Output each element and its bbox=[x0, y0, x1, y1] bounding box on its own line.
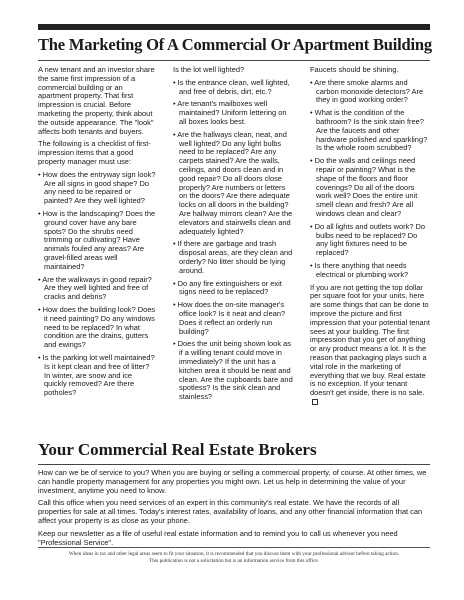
checklist-item: • Is there anything that needs electrical or plumbing work? bbox=[310, 260, 409, 279]
title-rule bbox=[38, 60, 430, 61]
article-column-2 bbox=[173, 66, 295, 406]
checklist-item: • How is the landscaping? Does the ground cover have any bare spots? Do the shrubs need trimming or cultivating? Have animals fouled any areas? Are gravel-filled areas well maintained? bbox=[38, 208, 156, 271]
article-paragraph: The following is a checklist of first-impression items that a good property manager must use: bbox=[38, 139, 151, 166]
brokers-paragraph: How can we be of service to you? When you are buying or selling a commercial property, of course. At other times, we can handle property management for any properties you might own. Let us help in determining the value of your investment, anytime you need to know. bbox=[38, 468, 427, 495]
footer-notice: This publication is not a solicitation but is an information service from this office. bbox=[149, 558, 319, 564]
checklist-item: • How does the building look? Does it need painting? Do any windows need to be replaced? In what condition are the drains, gutters and ewings? bbox=[38, 304, 156, 350]
checklist-item: • Do all lights and outlets work? Do bulbs need to be replaced? Do any light fixtures need to be replaced? bbox=[310, 221, 426, 258]
footer bbox=[38, 551, 430, 565]
article-title: The Marketing Of A Commercial Or Apartment Building bbox=[38, 35, 432, 54]
checklist-item: • Are there smoke alarms and carbon monoxide detectors? Are they in good working order? bbox=[310, 77, 424, 105]
article-paragraph: Faucets should be shining. bbox=[310, 65, 399, 74]
checklist-item: • Is the parking lot well maintained? Is it kept clean and free of litter? In winter, are snow and ice quickly removed? Are there potholes? bbox=[38, 352, 155, 398]
brokers-title: Your Commercial Real Estate Brokers bbox=[38, 440, 317, 459]
brokers-paragraph: Keep our newsletter as a file of useful real estate information and to remind you to call us whenever you need "Professional Service". bbox=[38, 528, 398, 547]
top-rule bbox=[38, 24, 430, 30]
brokers-rule bbox=[38, 464, 430, 465]
checklist-item: • Are the hallways clean, neat, and well lighted? Do any light bulbs need to be replaced? Are any carpets stained? Are the walls, ceilings, and doors clean and in good repair? Do all doors close properly? Are numbers or letters on the doors? Are there adequate locks on all doors in the building? Are hallway mirrors clean? Are the elevators and stairwells clean and adequately lighted? bbox=[173, 129, 293, 236]
checklist-item: • Does the unit being shown look as if a willing tenant could move in immediately? If the unit has a kitchen area it should be neat and clean. Are the cupboards bare and spotless? Is the sink clean and stainless? bbox=[173, 339, 293, 402]
brokers-paragraph: Call this office when you need services of an expert in this community's real estate. We have the records of all properties for sale at all times. Today's interest rates, availability of loans, and any other financial information that can affect your property is as close as your phone. bbox=[38, 498, 423, 525]
checklist-item: • Do the walls and ceilings need repair or painting? What is the shape of the floors and floor coverings? Do all of the doors work well? Does the entire unit smell clean and fresh? Are all windows clean and clear? bbox=[310, 156, 418, 218]
checklist-item: • What is the condition of the bathroom? Is the sink stain free? Are the faucets and other hardware polished and sparkling? Is the whole room scrubbed? bbox=[310, 108, 428, 153]
article-column-1 bbox=[38, 66, 156, 402]
checklist-item: • If there are garbage and trash disposal areas, are they clean and orderly? No litter should be lying around. bbox=[173, 239, 293, 275]
article-column-3 bbox=[310, 66, 430, 411]
article-paragraph: If you are not getting the top dollar per square foot for your units, here are some things that can be done to improve the picture and first impression that your potential tenant sees at your building. The first impression that you get of anything or any product means a lot. It is the reason that packaging plays such a vital role in the marketing of everything that we buy. Real estate is no exception. If your tenant doesn't get inside, there is no sale. bbox=[310, 284, 430, 407]
checklist-item: • Are the walkways in good repair? Are they well lighted and free of cracks and debris? bbox=[38, 274, 152, 302]
checklist-item: • Are tenant's mailboxes well maintained? Uniform lettering on all boxes looks best. bbox=[173, 99, 287, 126]
article-body bbox=[38, 66, 430, 446]
footer-disclaimer: When ideas in tax and other legal areas seem to fit your situation, it is recommended that you discuss them with your professional advisor before taking action. bbox=[68, 551, 400, 557]
article-paragraph: Is the lot well lighted? bbox=[173, 65, 245, 74]
footer-rule bbox=[38, 547, 430, 548]
checklist-item: • How does the entryway sign look? Are all signs in good shape? Do any need to be repaired or painted? Are they well lighted? bbox=[38, 169, 156, 206]
checklist-item: • Is the entrance clean, well lighted, and free of debris, dirt, etc.? bbox=[173, 77, 290, 96]
end-of-article-icon bbox=[312, 399, 318, 405]
checklist-item: • Do any fire extinguishers or exit signs need to be replaced? bbox=[173, 278, 282, 297]
checklist-item: • How does the on-site manager's office look? Is it neat and clean? Does it reflect an orderly run building? bbox=[173, 300, 286, 336]
article-paragraph: A new tenant and an investor share the same first impression of a commercial building or an apartment property. That first impression is crucial. Before marketing the property, think about the outside appearance. The "look" affects both tenants and buyers. bbox=[38, 65, 155, 136]
brokers-body bbox=[38, 469, 430, 551]
